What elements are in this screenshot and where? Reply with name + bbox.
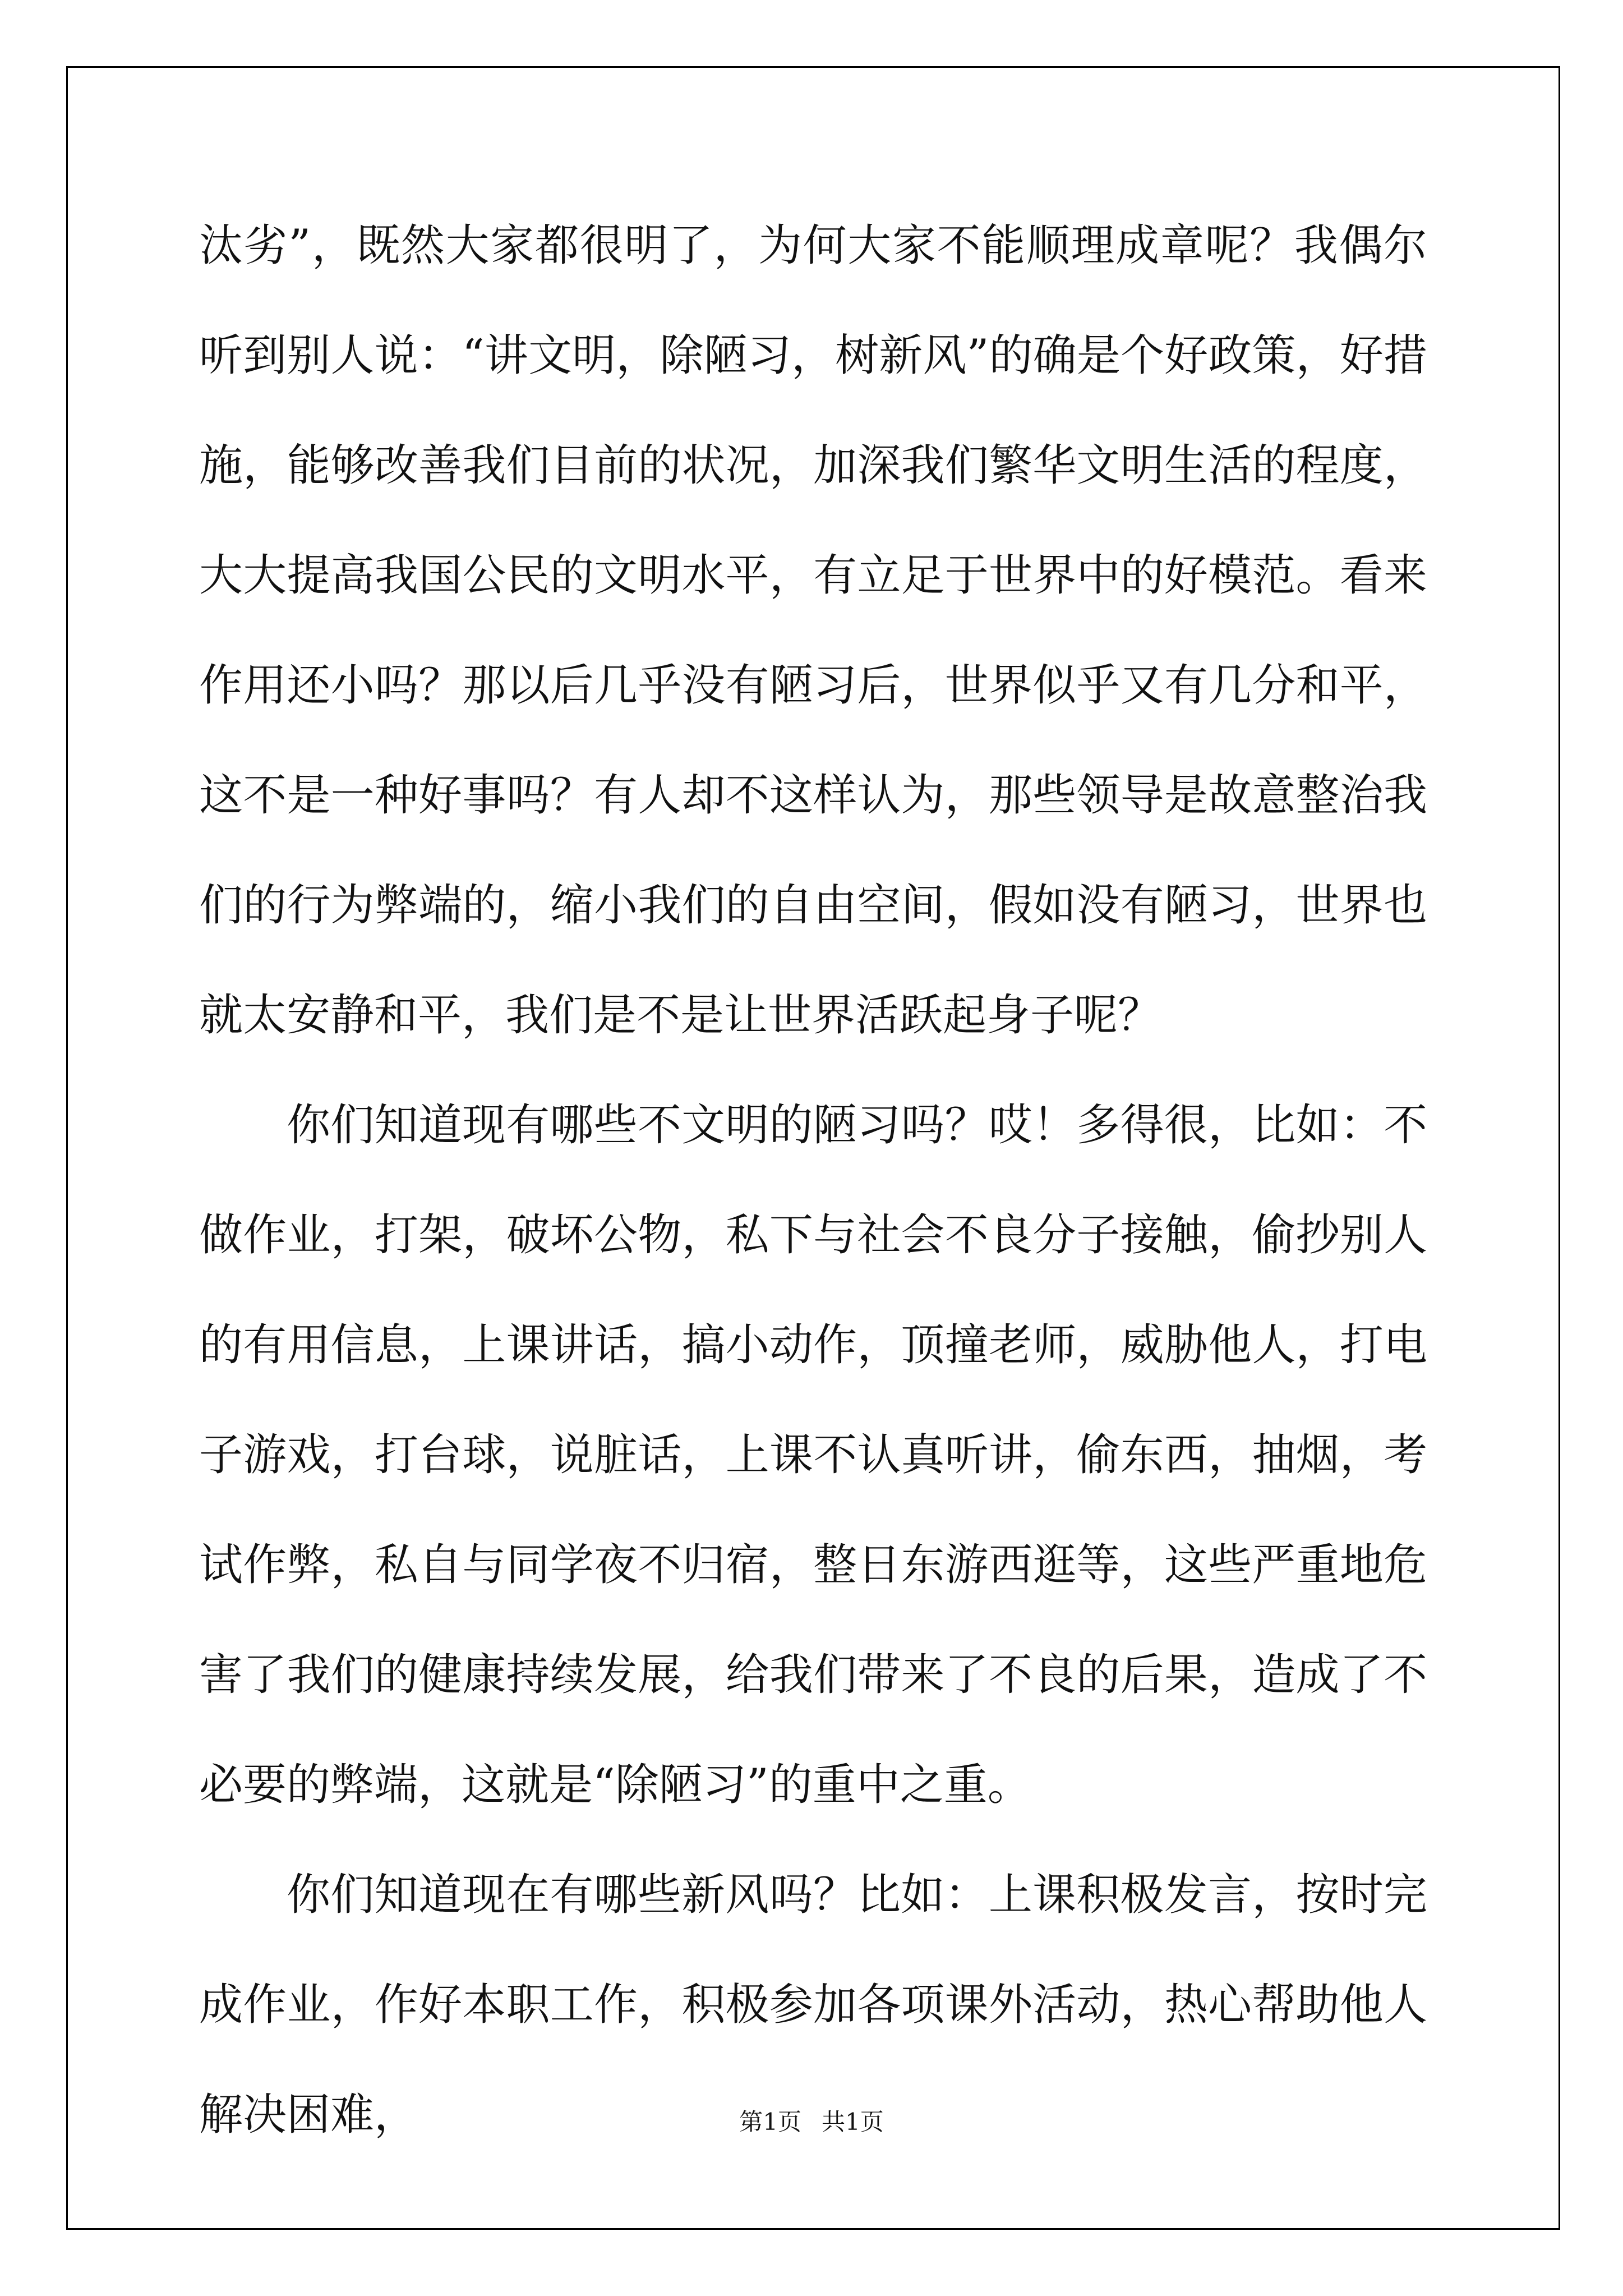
paragraph-3: 你们知道现在有哪些新风吗？比如：上课积极发言，按时完成作业，作好本职工作，积极参加各项课外活动，热心帮助他人解决困难， [199, 1870, 1427, 2140]
page-total: 共1页 [822, 2108, 884, 2136]
paragraph-2: 你们知道现有哪些不文明的陋习吗？哎！多得很，比如：不做作业，打架，破坏公物，私下与社会不良分子接触，偷抄别人的有用信息，上课讲话，搞小动作，顶撞老师，威胁他人，打电子游戏，打台球，说脏话，上课不认真听讲，偷东西，抽烟，考试作弊，私自与同学夜不归宿，整日东游西逛等，这些严重地危害了我们的健康持续发展，给我们带来了不良的后果，造成了不必要的弊端，这就是“除陋习”的重中之重。 [199, 1100, 1427, 1810]
paragraph-1: 汰劣”，既然大家都很明了，为何大家不能顺理成章呢？我偶尔听到别人说：“讲文明，除陋习，树新风”的确是个好政策，好措施，能够改善我们目前的状况，加深我们繁华文明生活的程度，大大提高我国公民的文明水平，有立足于世界中的好模范。看来作用还小吗？那以后几乎没有陋习后，世界似乎又有几分和平，这不是一种好事吗？有人却不这样认为，那些领导是故意整治我们的行为弊端的，缩小我们的自由空间，假如没有陋习，世界也就太安静和平，我们是不是让世界活跃起身子呢？ [199, 220, 1427, 1041]
page-footer [0, 2104, 1623, 2137]
document-body [199, 191, 1427, 2170]
page-number: 第1页 [739, 2108, 801, 2136]
